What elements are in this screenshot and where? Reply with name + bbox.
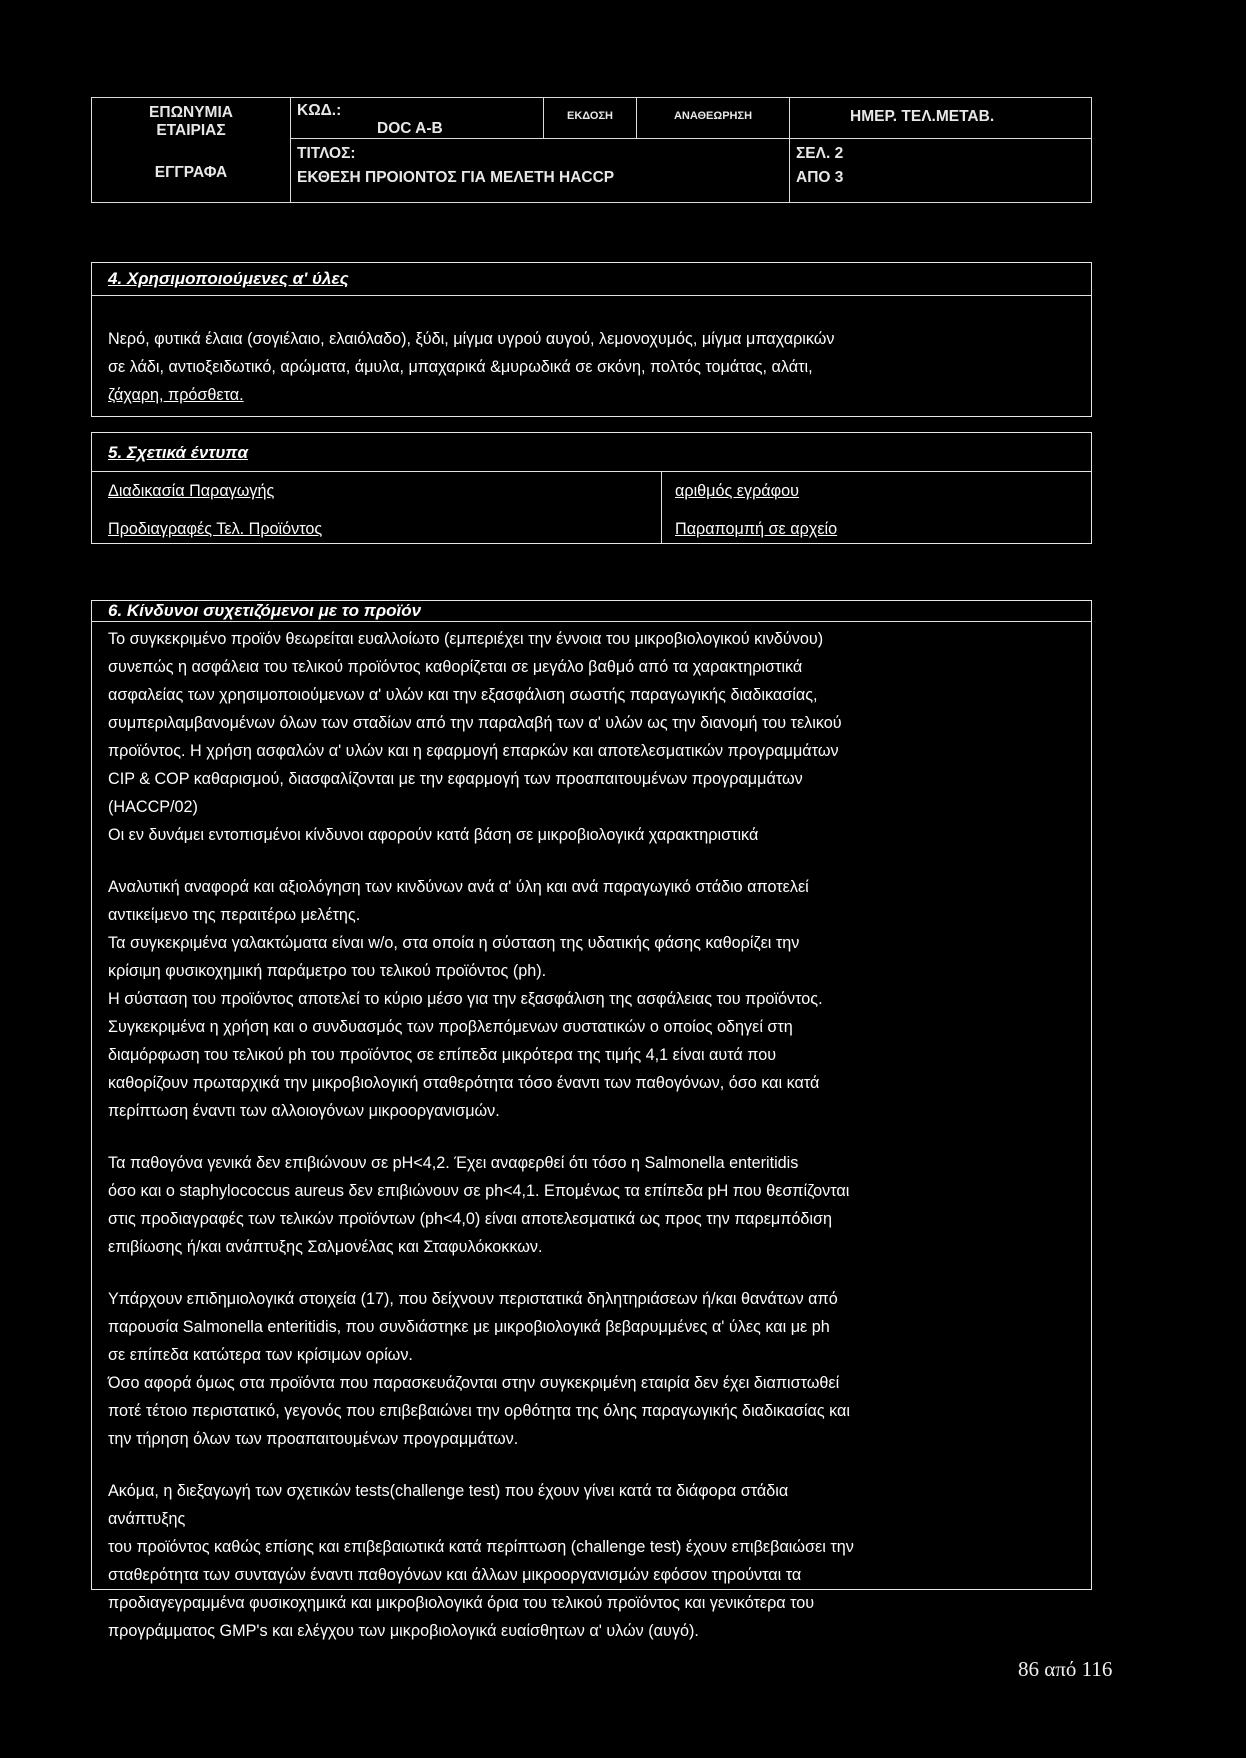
product-specs-label: Προδιαγραφές Τελ. Προϊόντος [108,520,323,538]
section-5-title: 5. Σχετικά έντυπα [108,443,249,462]
company-name-cell [92,98,291,203]
production-process-label: Διαδικασία Παραγωγής [108,482,275,500]
page-total: ΑΠΟ 3 [796,169,844,186]
text-line: στις προδιαγραφές των τελικών προϊόντων (ph<4,0) είναι αποτελεσματικά ως προς την παρεμπόδιση [108,1210,833,1228]
hazards-paragraph [108,625,1085,849]
hazards-paragraph [108,1477,1085,1645]
page-number: ΣΕΛ. 2 [796,145,844,162]
raw-materials-line: Νερό, φυτικά έλαια (σογιέλαιο, ελαιόλαδο), ξύδι, μίγμα υγρού αυγού, λεμονοχυμός, μίγμα μπαχαρικών [108,330,835,348]
raw-materials-line: σε λάδι, αντιοξειδωτικό, αρώματα, άμυλα, μπαχαρικά &μυρωδικά σε σκόνη, πολτός τομάτας, αλάτι, [108,358,813,376]
text-line: Αναλυτική αναφορά και αξιολόγηση των κινδύνων ανά α' ύλη και ανά παραγωγικό στάδιο αποτελεί [108,878,809,896]
hazards-text [108,625,1085,1645]
text-line: CIP & COP καθαρισμού, διασφαλίζονται με την εφαρμογή των προαπαιτουμένων προγραμμάτων [108,770,803,788]
text-line: σταθερότητα των συνταγών έναντι παθογόνων και άλλων μικροοργανισμών εφόσον τηρούνται τα [108,1566,802,1584]
document-header [91,97,1092,203]
text-line: ασφαλείας των χρησιμοποιούμενων α' υλών και την εξασφάλιση σωστής παραγωγικής διαδικασίας, [108,686,818,704]
section-raw-materials [91,262,1092,417]
documents-label: ΕΓΓΡΑΦΑ [154,164,228,181]
document-number-label: αριθμός εγράφου [675,482,800,500]
text-line: συνεπώς η ασφάλεια του τελικού προϊόντος καθορίζεται σε μεγάλο βαθμό από τα χαρακτηριστικά [108,658,803,676]
raw-materials-list [108,325,1083,409]
section-hazards [91,600,1092,1640]
code-value: DOC A-B [377,120,443,137]
text-line: Όσο αφορά όμως στα προϊόντα που παρασκευάζονται στην συγκεκριμένη εταιρία δεν έχει διαπιστωθεί [108,1374,840,1392]
hazards-paragraph [108,873,1085,1125]
text-line: σε επίπεδα κατώτερα των κρίσιμων ορίων. [108,1346,413,1364]
text-line: παρουσία Salmonella enteritidis, που συνδιάστηκε με μικροβιολογικά βεβαρυμμένες α' ύλες και με ph [108,1318,830,1336]
revision-cell: ΑΝΑΘΕΩΡΗΣΗ [637,98,790,139]
text-line: επιβίωσης ή/και ανάπτυξης Σαλμονέλας και Σταφυλόκοκκων. [108,1238,543,1256]
section-6-title: 6. Κίνδυνοι συχετιζόμενοι με το προϊόν [108,601,422,620]
section-related-forms [91,432,1092,544]
text-line: (HACCP/02) [108,798,198,816]
final-change-date-cell: ΗΜΕΡ. ΤΕΛ.ΜΕΤΑΒ. [790,98,1092,139]
text-line: Ακόμα, η διεξαγωγή των σχετικών tests(challenge test) που έχουν γίνει κατά τα διάφορα στάδια [108,1482,789,1500]
text-line: προδιαγεγραμμένα φυσικοχημικά και μικροβιολογικά όρια του τελικού προϊόντος και γενικότερα του [108,1594,815,1612]
text-line: Υπάρχουν επιδημιολογικά στοιχεία (17), που δείχνουν περιστατικά δηλητηριάσεων ή/και θανάτων από [108,1290,838,1308]
archive-reference-label: Παραπομπή σε αρχείο [675,520,838,538]
title-cell [291,139,790,203]
company-name-line2: ΕΤΑΙΡΙΑΣ [156,122,226,139]
text-line: Συγκεκριμένα η χρήση και ο συνδυασμός των προβλεπόμενων συστατικών ο οποίος οδηγεί στη [108,1018,793,1036]
text-line: ποτέ τέτοιο περιστατικό, γεγονός που επιβεβαιώνει την ορθότητα της όλης παραγωγικής διαδικασίας και [108,1402,850,1420]
text-line: Τα παθογόνα γενικά δεν επιβιώνουν σε pH<4,2. Έχει αναφερθεί ότι τόσο η Salmonella enteritidis [108,1154,799,1172]
text-line: του προϊόντος καθώς επίσης και επιβεβαιωτικά κατά περίπτωση (challenge test) έχουν επιβεβαιώσει την [108,1538,854,1556]
company-name-line1: ΕΠΩΝΥΜΙΑ [149,104,233,121]
section-4-title: 4. Χρησιμοποιούμενες α' ύλες [108,269,349,288]
raw-materials-line: ζάχαρη, πρόσθετα. [108,386,244,404]
hazards-paragraph [108,1149,1085,1261]
page-footer: 86 από 116 [1018,1657,1113,1681]
text-line: συμπεριλαμβανομένων όλων των σταδίων από την παραλαβή των α' υλών ως την διανομή του τελικού [108,714,842,732]
text-line: Οι εν δυνάμει εντοπισμένοι κίνδυνοι αφορούν κατά βάση σε μικροβιολογικά χαρακτηριστικά [108,826,759,844]
page-cell [790,139,1092,203]
text-line: Τα συγκεκριμένα γαλακτώματα είναι w/o, στα οποία η σύσταση της υδατικής φάσης καθορίζει την [108,934,800,952]
text-line: αντικείμενο της περαιτέρω μελέτης. [108,906,361,924]
text-line: την τήρηση όλων των προαπαιτουμένων προγραμμάτων. [108,1430,519,1448]
text-line: περίπτωση έναντι των αλλοιογόνων μικροοργανισμών. [108,1102,500,1120]
edition-cell: ΕΚΔΟΣΗ [544,98,637,139]
text-line: κρίσιμη φυσικοχημική παράμετρο του τελικού προϊόντος (ph). [108,962,547,980]
title-value: ΕΚΘΕΣΗ ΠΡΟΙΟΝΤΟΣ ΓΙΑ ΜΕΛΕΤΗ HACCP [297,169,615,186]
title-label: ΤΙΤΛΟΣ: [297,145,356,162]
code-label: ΚΩΔ.: [297,102,342,119]
text-line: διαμόρφωση του τελικού ph του προϊόντος σε επίπεδα μικρότερα της τιμής 4,1 είναι αυτά που [108,1046,777,1064]
hazards-paragraph [108,1285,1085,1453]
text-line: καθορίζουν πρωταρχικά την μικροβιολογική σταθερότητα τόσο έναντι των παθογόνων, όσο και κατά [108,1074,820,1092]
text-line: όσο και ο staphylococcus aureus δεν επιβιώνουν σε ph<4,1. Επομένως τα επίπεδα pH που θεσπίζονται [108,1182,850,1200]
text-line: Το συγκεκριμένο προϊόν θεωρείται ευαλλοίωτο (εμπεριέχει την έννοια του μικροβιολογικού κινδύνου) [108,630,824,648]
text-line: ανάπτυξης [108,1510,186,1528]
text-line: προγράμματος GMP's και ελέγχου των μικροβιολογικά ευαίσθητων α' υλών (αυγό). [108,1622,699,1640]
code-cell [291,98,544,139]
text-line: προϊόντος. Η χρήση ασφαλών α' υλών και η εφαρμογή επαρκών και αποτελεσματικών προγραμμάτων [108,742,839,760]
text-line: Η σύσταση του προϊόντος αποτελεί το κύριο μέσο για την εξασφάλιση της ασφάλειας του προϊόντος. [108,990,823,1008]
